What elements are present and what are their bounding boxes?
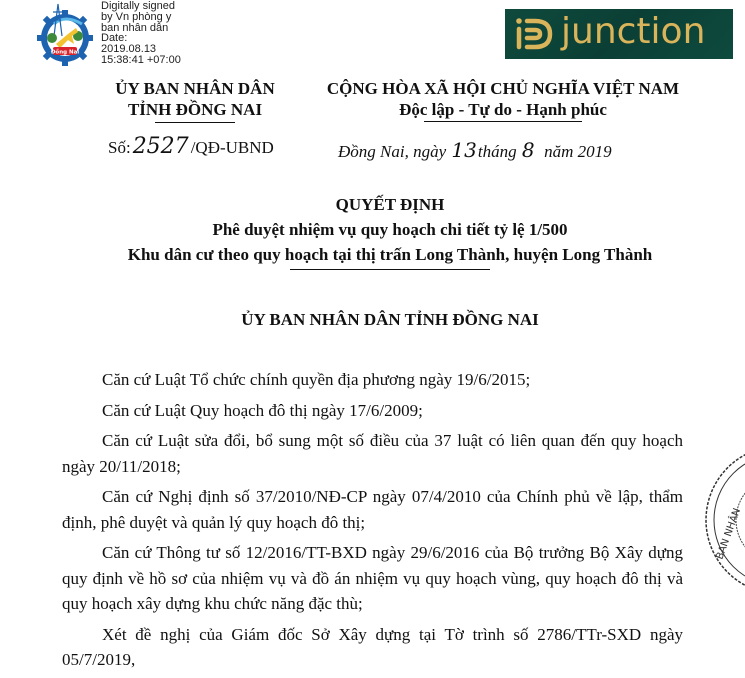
svg-text:BAN NHÂN: BAN NHÂN: [714, 506, 744, 562]
issuer-heading: ỦY BAN NHÂN DÂN TỈNH ĐỒNG NAI: [241, 310, 539, 329]
country-name: CỘNG HÒA XÃ HỘI CHỦ NGHĨA VIỆT NAM: [326, 79, 680, 98]
paragraph: Căn cứ Luật sửa đổi, bổ sung một số điều của 37 luật có liên quan đến quy hoạch ngày 20/11/2018;: [62, 431, 683, 476]
signature-line: Date:: [101, 32, 128, 45]
handwritten-number: 2527: [132, 134, 189, 159]
divider: [155, 122, 235, 123]
signature-line: by Vn phòng y: [101, 10, 172, 23]
paragraph: Căn cứ Luật Quy hoạch đô thị ngày 17/6/2009;: [102, 400, 423, 420]
signature-line: 15:38:41 +07:00: [101, 53, 181, 66]
junction-brand-text: junction: [561, 11, 706, 52]
number-suffix: /QĐ-UBND: [190, 138, 274, 157]
month-label: tháng: [477, 142, 521, 161]
handwritten-month: 8: [521, 138, 535, 162]
signature-line: Digitally signed: [101, 0, 175, 12]
title-heading: QUYẾT ĐỊNH: [335, 195, 445, 214]
document-date: [338, 138, 612, 162]
paragraph: Xét đề nghị của Giám đốc Sở Xây dựng tại Tờ trình số 2786/TTr-SXD ngày 05/7/2019,: [62, 624, 683, 669]
svg-text:Đồng Nai: Đồng Nai: [50, 49, 80, 56]
junction-logo-icon: [513, 17, 553, 51]
divider: [424, 121, 582, 122]
divider: [290, 269, 490, 270]
digital-signature: [101, 1, 181, 66]
year-label: năm 2019: [535, 142, 612, 161]
junction-watermark-banner: [505, 9, 733, 59]
issuing-authority: [90, 78, 300, 123]
number-prefix: Số:: [108, 138, 131, 157]
paragraph: Căn cứ Thông tư số 12/2016/TT-BXD ngày 29/6/2016 của Bộ trưởng Bộ Xây dựng quy định về hồ sơ của nhiệm vụ và đồ án nhiệm vụ quy hoạch vùng, quy hoạch đô thị và quy hoạch xây dựng khu chức năng đặc thù;: [62, 543, 683, 613]
authority-line-1: ỦY BAN NHÂN DÂN: [115, 79, 275, 98]
signature-line: 2019.08.13: [101, 43, 157, 56]
document-body: [62, 367, 683, 678]
official-stamp: [700, 440, 745, 600]
paragraph: Căn cứ Luật Tổ chức chính quyền địa phương ngày 19/6/2015;: [102, 370, 531, 389]
document-number: [108, 134, 274, 159]
national-motto: [318, 78, 688, 122]
title-subtitle-1: Phê duyệt nhiệm vụ quy hoạch chi tiết tỷ lệ 1/500: [212, 220, 568, 239]
title-subtitle-2: Khu dân cư theo quy hoạch tại thị trấn Long Thành, huyện Long Thành: [127, 245, 653, 264]
motto: Độc lập - Tự do - Hạnh phúc: [399, 100, 607, 119]
dong-nai-logo: [34, 2, 96, 66]
authority-line-2: TỈNH ĐỒNG NAI: [127, 100, 263, 119]
handwritten-day: 13: [451, 138, 477, 162]
signature-line: ban nhân dân: [101, 21, 169, 34]
decision-title: [80, 193, 700, 270]
paragraph: Căn cứ Nghị định số 37/2010/NĐ-CP ngày 07/4/2010 của Chính phủ về lập, thẩm định, phê duyệt và quản lý quy hoạch đô thị;: [62, 487, 683, 532]
date-prefix: Đồng Nai, ngày: [338, 142, 451, 161]
